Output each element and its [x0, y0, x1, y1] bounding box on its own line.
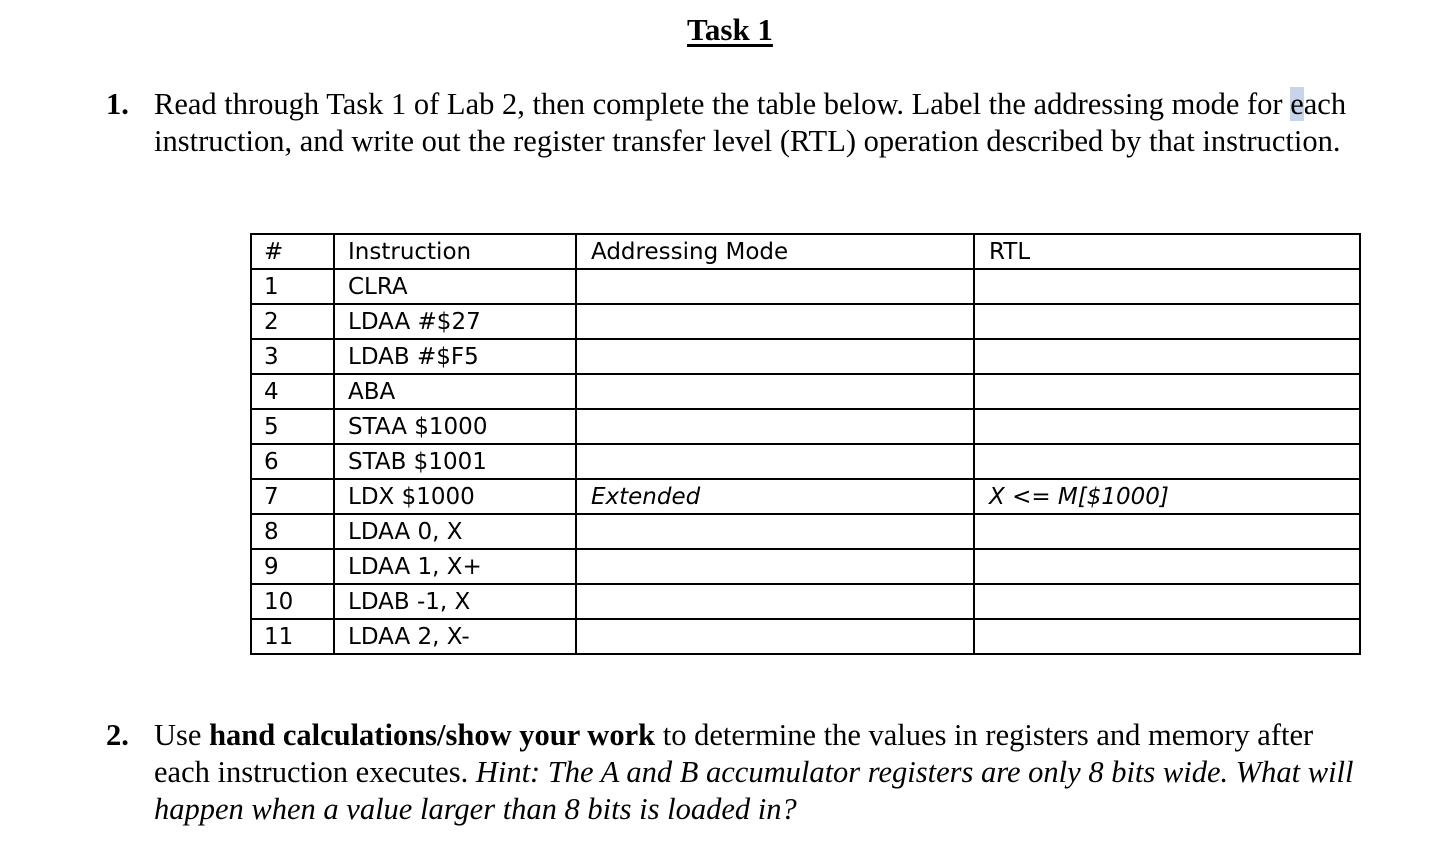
cell-number: 11: [251, 619, 334, 654]
cell-instruction: LDAB #$F5: [334, 339, 576, 374]
question-2-bold: hand calculations/show your work: [209, 718, 656, 752]
cell-addressing-mode: Extended: [576, 479, 974, 514]
cell-number: 7: [251, 479, 334, 514]
cell-number: 6: [251, 444, 334, 479]
cell-rtl: [974, 444, 1360, 479]
question-2-lead: Use: [154, 718, 202, 752]
cell-rtl: [974, 304, 1360, 339]
table-row: [251, 409, 1360, 444]
cell-addressing-mode: [576, 409, 974, 444]
cell-instruction: CLRA: [334, 269, 576, 304]
table-row: [251, 269, 1360, 304]
question-2-number: 2.: [106, 718, 129, 752]
cell-rtl: [974, 514, 1360, 549]
cell-instruction: STAA $1000: [334, 409, 576, 444]
cell-addressing-mode: [576, 444, 974, 479]
cell-number: 5: [251, 409, 334, 444]
question-2-text: [154, 717, 1356, 828]
question-1-rest: ach instruction, and write out the register transfer level (RTL) operation described by that instruction.: [154, 87, 1347, 158]
table-header-row: [251, 234, 1360, 269]
cell-addressing-mode: [576, 339, 974, 374]
cell-instruction: ABA: [334, 374, 576, 409]
cell-rtl: [974, 374, 1360, 409]
cell-instruction: LDX $1000: [334, 479, 576, 514]
cell-instruction: LDAB -1, X: [334, 584, 576, 619]
cell-addressing-mode: [576, 584, 974, 619]
cell-instruction: LDAA 2, X-: [334, 619, 576, 654]
header-number: #: [251, 234, 334, 269]
table-row: [251, 479, 1360, 514]
question-1-number: 1.: [106, 87, 129, 121]
table-row: [251, 339, 1360, 374]
question-2-hint: Hint: The A and B accumulator registers are only 8 bits wide. What will happen when a value larger than 8 bits is loaded in?: [154, 755, 1354, 826]
header-instruction: Instruction: [334, 234, 576, 269]
addressing-mode-table: [250, 233, 1361, 655]
cell-rtl: [974, 619, 1360, 654]
question-1-text: [154, 86, 1356, 160]
cell-addressing-mode: [576, 514, 974, 549]
cell-addressing-mode: [576, 619, 974, 654]
page-title: Task 1: [687, 12, 773, 47]
cell-rtl: [974, 584, 1360, 619]
question-2: [106, 717, 1356, 828]
cell-addressing-mode: [576, 304, 974, 339]
header-rtl: RTL: [974, 234, 1360, 269]
header-addressing-mode: Addressing Mode: [576, 234, 974, 269]
cell-number: 3: [251, 339, 334, 374]
cell-number: 10: [251, 584, 334, 619]
table-row: [251, 374, 1360, 409]
table-row: [251, 514, 1360, 549]
table-row: [251, 444, 1360, 479]
text-cursor-highlight: e: [1290, 87, 1304, 121]
cell-number: 1: [251, 269, 334, 304]
cell-number: 4: [251, 374, 334, 409]
question-2-middle: to determine the values in registers and memory after each instruction executes.: [154, 718, 1314, 789]
cell-instruction: LDAA #$27: [334, 304, 576, 339]
cell-number: 9: [251, 549, 334, 584]
table-row: [251, 619, 1360, 654]
table-row: [251, 304, 1360, 339]
cell-instruction: LDAA 0, X: [334, 514, 576, 549]
cell-rtl: [974, 409, 1360, 444]
question-1: [106, 86, 1356, 160]
cell-number: 8: [251, 514, 334, 549]
table-row: [251, 549, 1360, 584]
cell-rtl: [974, 549, 1360, 584]
question-1-line1: Read through Task 1 of Lab 2, then complete the table below. Label the addressing mode for: [154, 87, 1283, 121]
table-row: [251, 584, 1360, 619]
cell-rtl: [974, 339, 1360, 374]
cell-number: 2: [251, 304, 334, 339]
cell-rtl: X <= M[$1000]: [974, 479, 1360, 514]
cell-instruction: LDAA 1, X+: [334, 549, 576, 584]
cell-rtl: [974, 269, 1360, 304]
cell-addressing-mode: [576, 269, 974, 304]
cell-addressing-mode: [576, 549, 974, 584]
cell-addressing-mode: [576, 374, 974, 409]
cell-instruction: STAB $1001: [334, 444, 576, 479]
